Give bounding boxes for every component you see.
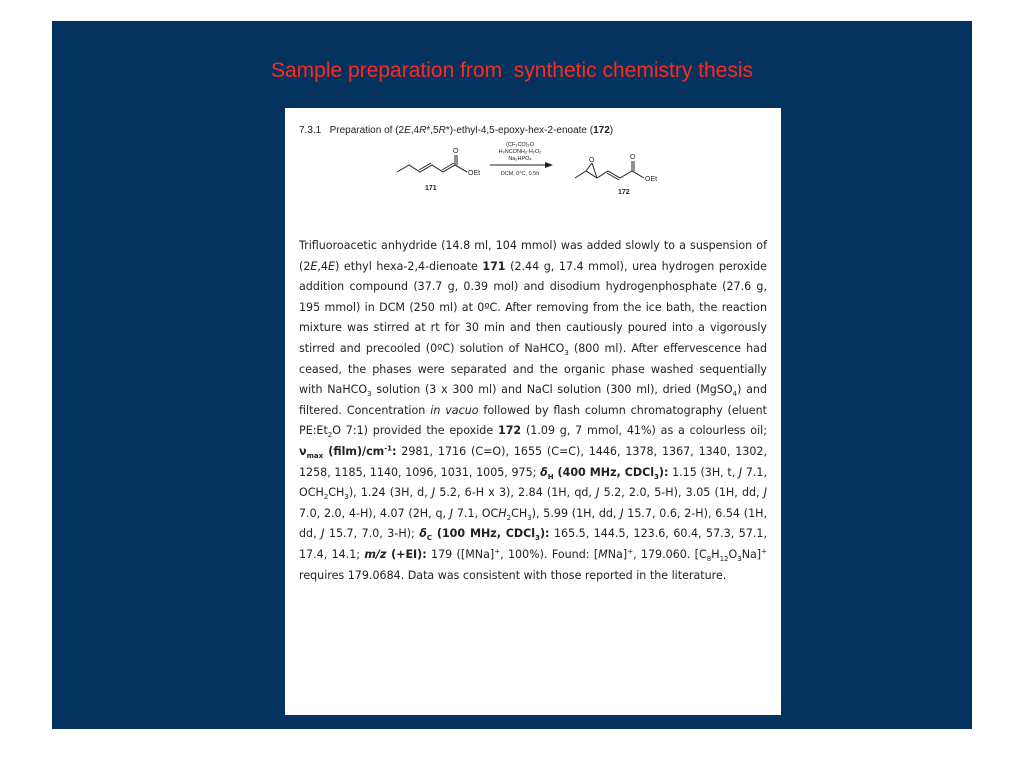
procedure-text: 5.2, 6-H x 3), 2.84 (1H, qd, — [435, 486, 597, 500]
procedure-text: 7.0, 2.0, 4-H), 4.07 (2H, q, — [299, 506, 450, 520]
reactant-label: 171 — [425, 185, 437, 192]
slide-background — [52, 21, 972, 729]
proton-nmr-label — [540, 466, 668, 479]
procedure-subscript: 4 — [732, 390, 738, 399]
procedure-subscript: max — [306, 452, 324, 461]
section-heading-text: ,4 — [410, 125, 420, 136]
reactant-structure — [397, 155, 467, 172]
procedure-text: (2.44 g, 17.4 mmol), urea hydrogen peroxide addition compound (37.7 g, 0.39 mol) and disodium hydrogenphosphate (27.6 g, 195 mmol) in DCM (250 ml) at 0ºC. After removing from the ice bath, the reaction mixture was stirred at rt for 30 min and then cautiously poured into a vigorously stirred and precooled (0ºC) solution of NaHCO — [299, 259, 767, 355]
product-label: 172 — [618, 189, 630, 196]
slide-title: Sample preparation from synthetic chemistry thesis — [270, 59, 754, 82]
procedure-subscript: 2 — [323, 493, 329, 502]
section-heading-text: E — [404, 125, 411, 136]
section-heading-text: *)-ethyl-4,5-epoxy-hex-2-enoate ( — [445, 125, 594, 136]
procedure-subscript: 2 — [506, 513, 512, 522]
procedure-text: J — [596, 486, 600, 500]
procedure-text: CH — [511, 506, 528, 520]
procedure-text: ν — [299, 444, 307, 458]
procedure-text: ) and filtered. Concentration — [299, 383, 767, 417]
reaction-conditions: DCM, 0°C, 0.5h — [500, 171, 540, 177]
section-heading — [299, 125, 613, 136]
procedure-text: O 7:1) provided the epoxide — [332, 424, 498, 438]
product-carbonyl-oxygen: O — [630, 154, 636, 161]
procedure-text: in vacuo — [430, 403, 479, 417]
procedure-text: (film)/cm — [323, 444, 385, 458]
procedure-text: m/z — [364, 547, 387, 561]
procedure-text: 179 ([MNa] — [426, 547, 495, 561]
procedure-text: 165.5, 144.5, 123.6, 60.4, 57.3, 57.1, 17.4, 14.1; — [299, 527, 768, 561]
procedure-text: ), 5.99 (1H, dd, — [531, 506, 621, 520]
procedure-subscript: 2 — [327, 431, 333, 440]
procedure-subscript: 3 — [527, 513, 532, 522]
procedure-text: 7.1, OC — [453, 506, 499, 520]
procedure-superscript: + — [627, 547, 634, 556]
procedure-text: (1.09 g, 7 mmol, 41%) as a colourless oil; — [521, 424, 767, 438]
procedure-text: H — [498, 506, 507, 520]
procedure-text: requires 179.0684. Data was consistent with those reported in the literature. — [299, 568, 727, 582]
procedure-text: J — [738, 465, 743, 479]
section-heading-compound: 172 — [593, 125, 610, 136]
procedure-text: H — [711, 547, 720, 561]
reactant-ester-group: OEt — [468, 170, 481, 177]
procedure-subscript: 3 — [737, 555, 742, 564]
mass-spec-label — [364, 548, 426, 561]
procedure-text: (100 MHz, CDCl — [432, 527, 536, 541]
procedure-text: CH — [328, 486, 345, 500]
section-heading-text: Preparation of (2 — [329, 125, 405, 136]
procedure-text: J — [431, 486, 436, 500]
procedure-text: 2981, 1716 (C=O), 1655 (C=C), 1446, 1378, 1367, 1340, 1302, 1258, 1185, 1140, 1096, 1031, 1005, 975; — [299, 444, 767, 479]
procedure-text: Trifluoroacetic anhydride (14.8 ml, 104 mmol) was added slowly to a suspension of (2 — [299, 239, 767, 273]
thesis-page-excerpt — [285, 108, 781, 715]
procedure-text: M — [598, 547, 608, 561]
reagent-line-3: Na₂HPO₄ — [508, 156, 532, 162]
procedure-subscript: H — [547, 472, 554, 481]
procedure-text: O — [728, 547, 738, 561]
section-heading-text: ) — [609, 125, 614, 136]
procedure-text: 7.1, OCH — [299, 465, 768, 500]
section-heading-text: *,5 — [426, 125, 439, 136]
reagent-line-1: (CF₃CO)₂O — [506, 142, 534, 148]
procedure-subscript: 3 — [344, 493, 349, 502]
procedure-text: ): — [539, 527, 550, 541]
procedure-text: J — [620, 506, 624, 520]
procedure-text: δ — [540, 465, 548, 479]
reagent-line-2: H₂NCONH₂·H₂O₂ — [498, 149, 542, 155]
procedure-text: ), 1.24 (3H, d, — [348, 486, 432, 500]
procedure-text: J — [763, 486, 768, 500]
procedure-text: 15.7, 0.6, 2-H), 6.54 (1H, dd, — [299, 506, 768, 541]
procedure-text: (+EI): — [386, 547, 427, 561]
product-structure — [575, 161, 644, 180]
section-heading-text: R — [419, 125, 427, 136]
procedure-text: Na] — [607, 547, 628, 561]
epoxide-oxygen: O — [589, 157, 595, 164]
procedure-text: δ — [419, 527, 427, 541]
procedure-text: 1.15 (3H, t, — [668, 465, 739, 479]
ir-data-label — [299, 444, 397, 461]
procedure-text: J — [321, 527, 325, 541]
procedure-subscript: 3 — [654, 472, 659, 481]
procedure-text: E — [328, 259, 336, 273]
procedure-text: ): — [658, 465, 669, 479]
procedure-text: , 100%). Found: [ — [500, 547, 599, 561]
procedure-text: 15.7, 7.0, 3-H); — [324, 527, 420, 541]
procedure-text: Na] — [741, 547, 762, 561]
product-ester-group: OEt — [645, 176, 658, 183]
procedure-superscript: -1 — [384, 444, 392, 453]
procedure-text: ) ethyl hexa-2,4-dienoate — [335, 259, 483, 273]
compound-number: 171 — [482, 259, 506, 273]
procedure-text: 5.2, 2.0, 5-H), 3.05 (1H, dd, — [599, 486, 764, 500]
procedure-superscript: + — [494, 547, 501, 556]
section-number: 7.3.1 — [299, 125, 322, 136]
section-heading-text: R — [438, 125, 446, 136]
procedure-subscript: C — [426, 534, 433, 543]
procedure-text: , 179.060. [C — [633, 547, 707, 561]
procedure-text: (400 MHz, CDCl — [553, 465, 655, 479]
procedure-text: followed by flash column chromatography (eluent PE:Et — [299, 403, 768, 438]
procedure-superscript: + — [761, 547, 767, 556]
procedure-subscript: 8 — [706, 555, 712, 564]
procedure-text: ,4 — [317, 259, 328, 273]
procedure-subscript: 3 — [564, 349, 569, 358]
procedure-subscript: 3 — [535, 534, 540, 543]
procedure-subscript: 12 — [719, 555, 729, 564]
carbon-nmr-label — [419, 527, 550, 543]
reaction-scheme — [285, 138, 781, 218]
procedure-text: solution (3 x 300 ml) and NaCl solution (300 ml), dried (MgSO — [371, 383, 733, 397]
procedure-text: : — [392, 444, 397, 458]
reactant-carbonyl-oxygen: O — [453, 148, 459, 155]
procedure-text: E — [310, 259, 318, 273]
procedure-text: J — [449, 506, 454, 520]
reaction-arrowhead — [545, 162, 553, 168]
compound-number: 172 — [497, 424, 522, 438]
experimental-procedure — [299, 236, 767, 586]
procedure-subscript: 3 — [367, 390, 372, 399]
procedure-text: (800 ml). After effervescence had ceased, the phases were separated and the organic phase washed sequentially with NaHCO — [299, 341, 768, 397]
